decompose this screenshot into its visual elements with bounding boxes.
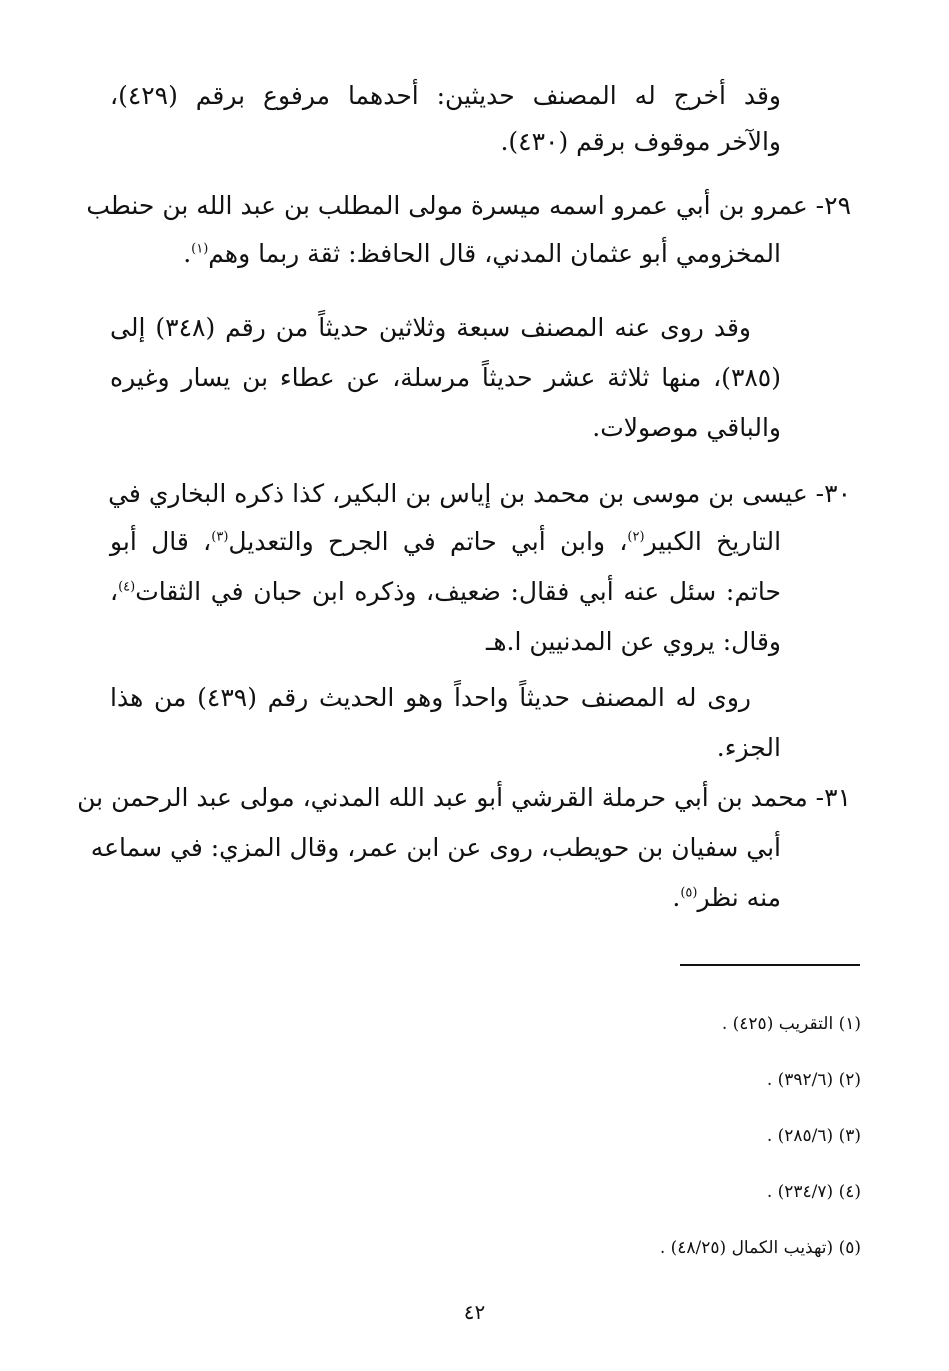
footnote-ref-1: (١) xyxy=(191,241,209,257)
page-number: ٤٢ xyxy=(463,1300,486,1324)
body-line xyxy=(110,236,781,272)
body-text: المخزومي أبو عثمان المدني، قال الحافظ: ثقة ربما وهم xyxy=(208,239,781,268)
body-line: والآخر موقوف برقم (٤٣٠). xyxy=(500,127,781,156)
body-text: حاتم: سئل عنه أبي فقال: ضعيف، وذكره ابن حبان في الثقات xyxy=(135,577,781,606)
footnote-ref-5: (٥) xyxy=(680,885,698,901)
footnote-ref-2: (٢) xyxy=(627,529,645,545)
footnote-3: (٣) (٢٨٥/٦) . xyxy=(766,1126,861,1146)
entry-29-line: ٢٩- عمرو بن أبي عمرو اسمه ميسرة مولى المطلب بن عبد الله بن حنطب xyxy=(86,191,851,220)
body-line: أبي سفيان بن حويطب، روى عن ابن عمر، وقال المزي: في سماعه xyxy=(90,833,781,862)
entry-31-line: ٣١- محمد بن أبي حرملة القرشي أبو عبد الله المدني، مولى عبد الرحمن بن xyxy=(77,783,851,812)
body-line: وقد أخرج له المصنف حديثين: أحدهما مرفوع برقم (٤٢٩)، xyxy=(110,81,781,110)
body-line: (٣٨٥)، منها ثلاثة عشر حديثاً مرسلة، عن عطاء بن يسار وغيره xyxy=(110,363,781,392)
body-text: . xyxy=(183,239,192,268)
body-line: وقال: يروي عن المدنيين ا.هـ xyxy=(486,627,781,656)
body-text: ، وابن أبي حاتم في الجرح والتعديل xyxy=(228,527,628,556)
body-line: والباقي موصولات. xyxy=(592,413,781,442)
body-line: الجزء. xyxy=(716,733,781,762)
footnote-divider xyxy=(680,964,860,966)
body-line: وقد روى عنه المصنف سبعة وثلاثين حديثاً من رقم (٣٤٨) إلى xyxy=(110,313,751,342)
footnote-1: (١) التقريب (٤٢٥) . xyxy=(721,1014,861,1034)
body-line xyxy=(110,524,781,560)
body-line xyxy=(110,880,781,916)
body-text: . xyxy=(672,883,681,912)
entry-30-line: ٣٠- عيسى بن موسى بن محمد بن إياس بن البكير، كذا ذكره البخاري في xyxy=(108,479,851,508)
footnote-ref-3: (٣) xyxy=(211,529,229,545)
body-line xyxy=(110,574,781,610)
footnote-4: (٤) (٢٣٤/٧) . xyxy=(766,1182,861,1202)
footnote-2: (٢) (٣٩٢/٦) . xyxy=(766,1070,861,1090)
footnote-ref-4: (٤) xyxy=(118,579,136,595)
body-text: منه نظر xyxy=(697,883,781,912)
body-text: التاريخ الكبير xyxy=(644,527,782,556)
body-line: روى له المصنف حديثاً واحداً وهو الحديث رقم (٤٣٩) من هذا xyxy=(110,683,751,712)
body-text: ، قال أبو xyxy=(110,527,212,556)
footnote-5: (٥) (تهذيب الكمال (٤٨/٢٥) . xyxy=(659,1238,861,1258)
body-text: ، xyxy=(110,577,119,606)
